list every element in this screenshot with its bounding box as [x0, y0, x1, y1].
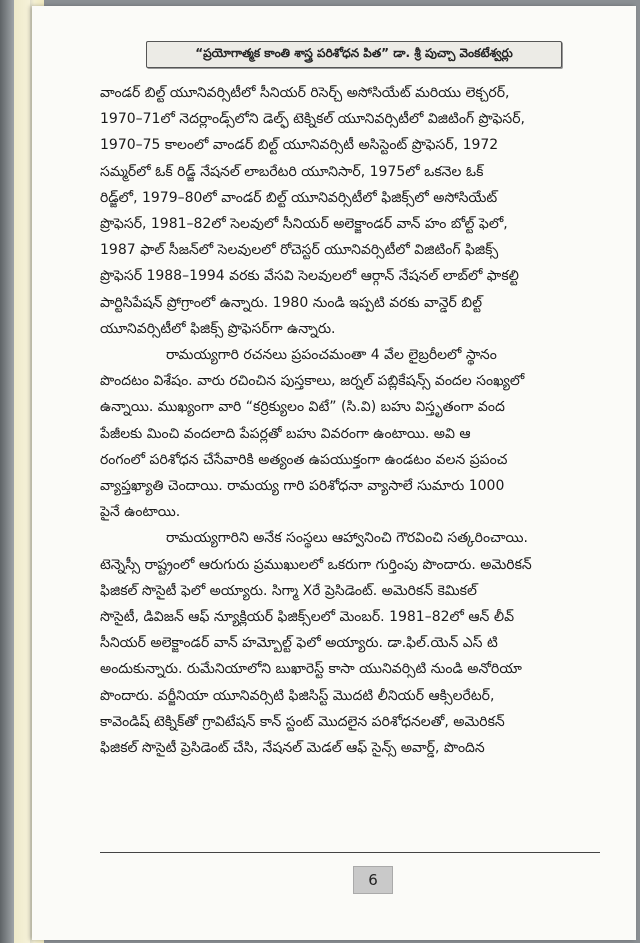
text-line: అందుకున్నారు. రుమేనియాలోని బుఖారెస్ట్ కాసా యునివర్సిటి నుండి అనోరియా: [100, 661, 522, 678]
text-line: టెన్నెస్సీ రాష్ట్రంలో ఆరుగురు ప్రముఖులలో ఒకరుగా గుర్తింపు పొందారు. అమెరికన్: [100, 556, 532, 573]
text-line: యూనివర్సిటీలో ఫిజిక్స్ ప్రొఫెసర్‌గా ఉన్నారు.: [100, 320, 336, 337]
paragraph-3: [100, 525, 600, 761]
page-number-box: [353, 866, 393, 894]
text-line: 1970–75 కాలంలో వాండర్ బిల్ట్ యూనివర్సిటీ అసిస్టెంట్ ప్రొఫెసర్, 1972: [100, 137, 499, 154]
text-line: రామయ్యగారిని అనేక సంస్థలు ఆహ్వానించి గౌరవించి సత్కరించాయి.: [166, 530, 528, 547]
text-line: ఉన్నాయి. ముఖ్యంగా వారి “కర్రిక్యులం విటే” (సి.వి) బహు విస్తృతంగా వంద: [100, 399, 505, 416]
text-line: 1987 ఫాల్ సీజన్‌లో సెలవులలో రోచెస్టర్ యూనివర్సిటీలో విజిటింగ్ ఫిజిక్స్: [100, 242, 499, 259]
text-line: ప్రొఫెసర్ 1988–1994 వరకు వేసవి సెలవులలో ఆర్గాన్ నేషనల్ లాబ్‌లో ఫాకల్టి: [100, 268, 519, 285]
text-line: వ్యాప్తఖ్యాతి చెందాయి. రామయ్య గారి పరిశోధనా వ్యాసాలే సుమారు 1000: [100, 478, 505, 495]
body-text: [100, 80, 600, 761]
text-line: సొసైటీ, డివిజన్ ఆఫ్ న్యూక్లియర్ ఫిజిక్స్‌లలో మెంబర్. 1981–82లో ఆన్ లీవ్: [100, 609, 515, 626]
text-line: రంగంలో పరిశోధన చేసేవారికి అత్యంత ఉపయుక్తంగా ఉండటం వలన ప్రపంచ: [100, 451, 508, 468]
text-line: ప్రొఫెసర్, 1981–82లో సెలవులో సీనియర్ అలెక్జాండర్ వాన్ హం బోల్ట్ ఫెలో,: [100, 216, 508, 233]
page-number: 6: [368, 871, 378, 889]
running-header-title: “ప్రయోగాత్మక కాంతి శాస్త్ర పరిశోధన పిత” డా. శ్రీ పుచ్చా వెంకటేశ్వర్లు: [195, 46, 513, 60]
text-line: పైనే ఉంటాయి.: [100, 504, 181, 521]
paragraph-1: [100, 80, 600, 342]
text-line: వాండర్ బిల్ట్ యూనివర్సిటీలో సీనియర్ రిసెర్చ్ అసోసియేట్ మరియు లెక్చరర్,: [100, 85, 510, 101]
footer-rule: [100, 852, 600, 853]
text-line: ఫిజికల్ సొసైటీ ఫెలో అయ్యారు. సిగ్మా Xరే ప్రెసిడెంట్. అమెరికన్ కెమికల్: [100, 582, 477, 599]
text-line: సమ్మర్‌లో ఓక్ రిడ్జ్ నేషనల్ లాబరేటరి యూనిసార్, 1975లో ఒకనెల ఓక్: [100, 163, 484, 180]
running-header: [146, 41, 562, 68]
text-line: పొందారు. వర్జీనియా యూనివర్సిటి ఫిజిసిస్ట్ మొదటి లీనియర్ ఆక్సిలరేటర్,: [100, 687, 495, 704]
text-line: పేజీలకు మించి వందలాది పేపర్లతో బహు వివరంగా ఉంటాయి. అవి ఆ: [100, 425, 471, 442]
text-line: రామయ్యగారి రచనలు ప్రపంచమంతా 4 వేల లైబ్రరీలలో స్థానం: [166, 347, 497, 364]
text-line: సీనియర్ అలెక్జాండర్ వాన్ హమ్బోల్ట్ ఫెలో అయ్యారు. డా.ఫిల్.యెన్ ఎస్ టి: [100, 635, 498, 652]
text-line: ఫిజికల్ సొసైటీ ప్రెసిడెంట్ చేసి, నేషనల్ మెడల్ ఆఫ్ సైన్స్ అవార్డ్, పొందిన: [100, 740, 485, 757]
text-line: రిడ్జ్‌లో, 1979–80లో వాండర్ బిల్ట్ యూనివర్సిటీలో ఫిజిక్స్‌లో అసోసియేట్: [100, 189, 498, 206]
text-line: పొందటం విశేషం. వారు రచించిన పుస్తకాలు, జర్నల్ పబ్లికేషన్స్ వందల సంఖ్యలో: [100, 373, 525, 390]
text-line: కావెండిష్ టెక్నిక్‌తో గ్రావిటేషన్ కాన్ స్టంట్ మొదలైన పరిశోధనలతో, అమెరికన్: [100, 713, 505, 730]
text-line: పార్టిసిపేషన్ ప్రోగ్రాంలో ఉన్నారు. 1980 నుండి ఇప్పటి వరకు వాన్డెర్ బిల్ట్: [100, 294, 483, 311]
book-spine-strip: [14, 0, 30, 943]
text-line: 1970–71లో నెదర్లాండ్స్‌లోని డెల్ఫ్ టెక్నికల్ యూనివర్సిటీలో విజిటింగ్ ప్రొఫెసర్,: [100, 111, 525, 128]
paragraph-2: [100, 342, 600, 525]
